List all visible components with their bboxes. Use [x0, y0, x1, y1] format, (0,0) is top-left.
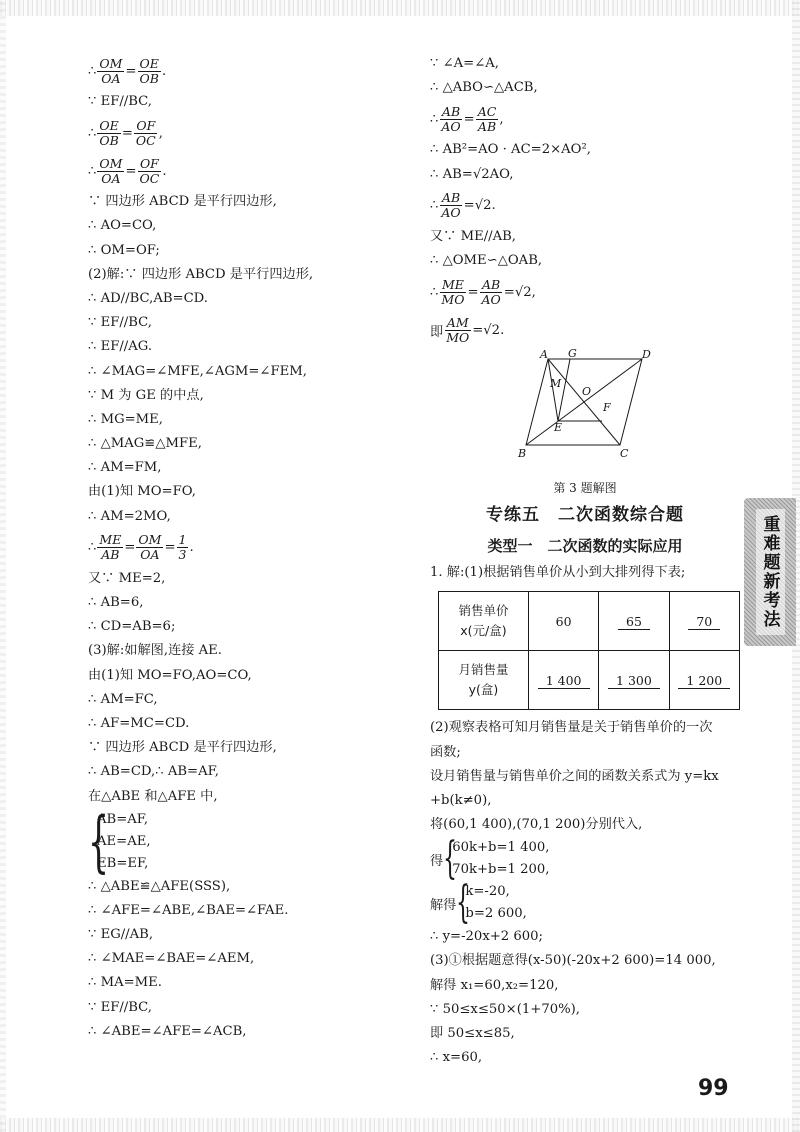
math-operator: = — [164, 540, 176, 556]
fraction-numerator: OE — [99, 117, 119, 133]
fraction — [97, 533, 123, 562]
label-f: F — [603, 401, 611, 415]
label-b: B — [518, 447, 527, 461]
page-number: 99 — [698, 1076, 729, 1101]
equation-system — [88, 802, 388, 880]
fraction-numerator: OM — [138, 532, 162, 548]
text-line: (2)观察表格可知月销售量是关于销售单价的一次 — [430, 720, 713, 736]
fraction-denominator: AO — [441, 118, 461, 134]
fraction — [97, 57, 124, 86]
text-line: ∴ △ABE≌△AFE(SSS), — [88, 878, 231, 894]
text-line: ∴ △OME∽△OAB, — [430, 252, 543, 268]
text-line: ∴ OM=OF; — [88, 242, 160, 258]
text-line: ∵ EF//BC, — [88, 315, 152, 331]
text-line: 又∵ ME=2, — [88, 570, 166, 586]
diagonal-bd — [526, 359, 642, 445]
math-prefix: ∴ — [88, 540, 97, 556]
math-prefix: ∴ — [430, 111, 439, 127]
table-head-price: 销售单价 x(元/盒) — [439, 592, 529, 651]
fraction — [480, 278, 503, 307]
text-line: ∵ EG//AB, — [88, 927, 154, 943]
math-prefix: ∴ — [88, 163, 97, 179]
text-line: ∴ AB²=AO · AC=2×AO², — [430, 142, 591, 158]
math-suffix: =√2, — [503, 284, 536, 300]
math-operator: = — [121, 125, 133, 141]
system-lines — [465, 881, 526, 925]
table-cell: 1 400 — [528, 651, 598, 710]
math-line — [88, 52, 388, 90]
fraction — [136, 533, 163, 562]
scan-noise-left — [0, 0, 6, 1132]
math-line — [430, 187, 740, 225]
math-suffix: . — [162, 163, 167, 179]
segment-ge — [558, 359, 570, 421]
text-line: ∵ EF//BC, — [88, 999, 152, 1015]
table-cell: 65 — [599, 592, 669, 651]
text-line: ∴ EF//AG. — [88, 339, 153, 355]
fraction-denominator: OA — [101, 70, 121, 86]
fraction — [439, 191, 462, 220]
text-line: +b(k≠0), — [430, 792, 492, 808]
text-line: ∴ AB=6, — [88, 595, 144, 610]
math-operator: = — [125, 63, 137, 79]
figure-caption: 第 3 题解图 — [553, 481, 617, 496]
text-line: (3)①根据题意得(x-50)(-20x+2 600)=14 000, — [430, 953, 716, 969]
math-suffix: . — [161, 63, 167, 79]
fraction-denominator: OC — [139, 170, 160, 186]
text-line: 即 50≤x≤85, — [430, 1026, 515, 1041]
fraction-denominator: MO — [441, 291, 465, 307]
fraction-numerator: AB — [482, 276, 501, 292]
label-e: E — [554, 421, 563, 435]
fraction-numerator: 1 — [178, 532, 187, 548]
text-line: ∵ M 为 GE 的中点, — [88, 387, 204, 403]
system-line: 70k+b=1 200, — [452, 862, 550, 878]
table-cell: 60 — [528, 592, 598, 651]
text-line: ∵ 四边形 ABCD 是平行四边形, — [88, 740, 277, 756]
math-prefix: ∴ — [88, 63, 97, 79]
right-column — [430, 52, 740, 1070]
math-prefix: ∴ — [430, 198, 439, 214]
fraction — [138, 157, 162, 186]
fraction-denominator: OB — [139, 70, 159, 86]
text-line: ∴ AF=MC=CD. — [88, 715, 190, 731]
text-line: ∵ EF//BC, — [88, 94, 152, 109]
math-operator: = — [125, 163, 137, 179]
text-line: ∴ AD//BC,AB=CD. — [88, 290, 208, 306]
question-1-intro: 1. 解:(1)根据销售单价从小到大排列得下表; — [430, 565, 686, 581]
fraction-denominator: OA — [140, 547, 160, 563]
math-prefix: ∴ — [430, 284, 439, 300]
fraction — [439, 278, 466, 307]
system-line: 60k+b=1 400, — [452, 840, 550, 856]
system-prefix: 得 — [430, 853, 444, 869]
system-prefix: 解得 — [430, 897, 457, 913]
system-line: AE=AE, — [97, 833, 151, 849]
side-tab-label: 重难题新考法 — [756, 509, 785, 635]
math-operator: =√2. — [463, 198, 496, 214]
scan-noise-bottom — [0, 1118, 800, 1132]
right-top-solution — [430, 52, 740, 349]
fraction — [444, 316, 471, 345]
system-line: EB=EF, — [97, 855, 149, 871]
sales-table — [438, 591, 740, 710]
right-bottom-solution — [430, 716, 740, 1070]
fraction-denominator: AB — [101, 547, 120, 563]
text-line: 在△ABE 和△AFE 中, — [88, 788, 218, 804]
fraction-denominator: OC — [135, 132, 156, 148]
text-line: 由(1)知 MO=FO,AO=CO, — [88, 667, 252, 683]
math-operator: = — [463, 111, 475, 127]
label-a: A — [540, 349, 548, 362]
text-line: ∴ AM=2MO, — [88, 508, 171, 524]
fraction-numerator: OM — [99, 55, 123, 71]
equation-system — [430, 833, 740, 885]
fraction — [97, 157, 124, 186]
text-line: ∵ 四边形 ABCD 是平行四边形, — [88, 194, 277, 210]
scan-noise-top — [0, 0, 800, 16]
text-line: 解得 x₁=60,x₂=120, — [430, 977, 559, 993]
math-suffix: . — [189, 540, 194, 556]
fraction-denominator: OB — [99, 132, 119, 148]
fraction — [177, 533, 189, 562]
parallelogram-diagram — [430, 349, 740, 477]
math-prefix: 即 — [430, 324, 444, 340]
text-line: ∵ 50≤x≤50×(1+70%), — [430, 1001, 580, 1017]
math-operator: = — [467, 284, 479, 300]
fraction-numerator: OM — [99, 155, 123, 171]
text-line: ∴ MG=ME, — [88, 411, 163, 427]
segment-ae — [548, 359, 558, 421]
text-line: 由(1)知 MO=FO, — [88, 484, 196, 500]
fraction — [97, 119, 120, 148]
table-head-volume: 月销售量 y(盒) — [439, 651, 529, 710]
fraction-denominator: 3 — [178, 547, 187, 563]
text-line: ∴ ∠AFE=∠ABE,∠BAE=∠FAE. — [88, 902, 289, 918]
math-line — [430, 100, 740, 138]
math-line — [88, 114, 388, 152]
math-prefix: ∴ — [88, 125, 97, 141]
math-suffix: , — [499, 111, 504, 127]
system-line: b=2 600, — [465, 906, 527, 922]
text-line: 将(60,1 400),(70,1 200)分别代入, — [430, 817, 643, 833]
math-suffix: , — [158, 125, 163, 141]
fraction — [439, 105, 462, 134]
math-line — [430, 311, 740, 349]
text-line: ∴ ∠MAE=∠BAE=∠AEM, — [88, 951, 255, 967]
fraction-numerator: OF — [136, 117, 156, 133]
text-line: ∴ MA=ME. — [88, 975, 162, 991]
sub-title: 类型一 二次函数的实际应用 — [487, 537, 683, 556]
label-o: O — [582, 385, 592, 399]
table-cell: 1 200 — [669, 651, 739, 710]
fraction-denominator: AO — [441, 205, 461, 221]
fraction-numerator: ME — [441, 276, 464, 292]
geometry-figure — [430, 349, 740, 477]
math-line — [88, 152, 388, 190]
text-line: ∴ x=60, — [430, 1050, 483, 1066]
fraction-denominator: MO — [446, 329, 470, 345]
text-line: ∴ AO=CO, — [88, 218, 157, 234]
fraction-denominator: AB — [477, 118, 497, 134]
text-line: ∴ △MAG≌△MFE, — [88, 436, 202, 452]
fraction-denominator: AO — [481, 291, 501, 307]
system-line: k=-20, — [465, 884, 510, 900]
fraction-numerator: AB — [441, 103, 461, 119]
math-operator: = — [124, 540, 136, 556]
text-line: ∴ CD=AB=6; — [88, 619, 176, 635]
table-row-price — [439, 592, 740, 651]
text-line: ∵ ∠A=∠A, — [430, 56, 499, 71]
system-lines — [452, 837, 549, 881]
label-g: G — [568, 349, 577, 361]
side-chapter-tab — [744, 498, 796, 646]
text-line: ∴ ∠MAG=∠MFE,∠AGM=∠FEM, — [88, 363, 307, 379]
fraction-numerator: OF — [139, 155, 159, 171]
left-brace: { — [443, 833, 458, 885]
text-line: 又∵ ME//AB, — [430, 228, 516, 244]
text-line: (2)解:∵ 四边形 ABCD 是平行四边形, — [88, 266, 314, 282]
text-line: ∴ AM=FC, — [88, 691, 158, 707]
text-line: ∴ AB=CD,∴ AB=AF, — [88, 764, 219, 780]
fraction-numerator: OE — [139, 55, 159, 71]
math-line — [88, 529, 388, 567]
label-m: M — [550, 377, 562, 391]
fraction-numerator: ME — [99, 532, 122, 548]
math-line — [430, 273, 740, 311]
label-c: C — [620, 447, 629, 461]
text-line: ∴ AM=FM, — [88, 460, 162, 476]
left-column — [88, 52, 388, 1044]
math-operator: =√2. — [472, 322, 505, 338]
fraction — [138, 57, 161, 86]
fraction-numerator: AC — [477, 103, 497, 119]
text-line: 函数; — [430, 744, 461, 760]
table-cell: 1 300 — [599, 651, 669, 710]
text-line: ∴ ∠ABE=∠AFE=∠ACB, — [88, 1023, 247, 1039]
fraction-denominator: OA — [101, 170, 121, 186]
table-cell: 70 — [669, 592, 739, 651]
section-title: 专练五 二次函数综合题 — [486, 505, 684, 526]
left-brace: { — [88, 802, 109, 880]
text-line: ∴ △ABO∽△ACB, — [430, 80, 538, 96]
text-line: ∴ AB=√2AO, — [430, 166, 514, 182]
fraction — [134, 119, 158, 148]
text-line: ∴ y=-20x+2 600; — [430, 929, 544, 945]
equation-system — [430, 877, 740, 929]
text-line: 设月销售量与销售单价之间的函数关系式为 y=kx — [430, 768, 719, 784]
fraction-numerator: AB — [441, 190, 461, 206]
system-line: AB=AF, — [97, 811, 149, 827]
fraction-numerator: AM — [446, 314, 469, 330]
table-row-volume — [439, 651, 740, 710]
fraction — [476, 105, 499, 134]
text-line: (3)解:如解图,连接 AE. — [88, 643, 222, 659]
left-brace: { — [456, 877, 471, 929]
label-d: D — [642, 349, 651, 362]
